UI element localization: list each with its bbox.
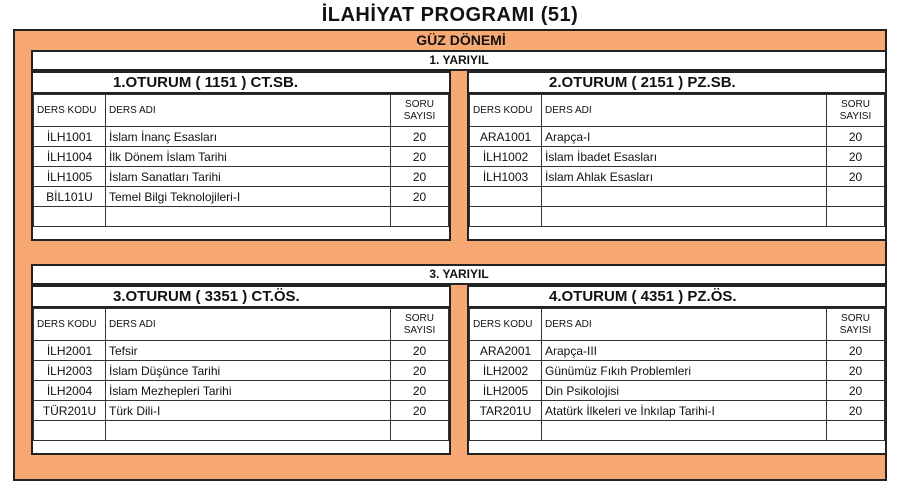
table-row [470, 341, 885, 361]
course-code: İLH2004 [34, 381, 106, 401]
course-name: İslam Ahlak Esasları [542, 167, 827, 187]
header-count-line2: SAYISI [839, 324, 872, 336]
table-row [470, 361, 885, 381]
header-count-line2: SAYISI [403, 324, 436, 336]
course-name: İslam İbadet Esasları [542, 147, 827, 167]
header-row [470, 95, 885, 127]
course-name: Arapça-III [542, 341, 827, 361]
header-code: DERS KODU [470, 95, 542, 127]
course-table [469, 308, 885, 441]
question-count: 20 [827, 381, 885, 401]
header-name: DERS ADI [106, 95, 391, 127]
course-code: İLH1001 [34, 127, 106, 147]
table-row [470, 381, 885, 401]
course-name: İslam Sanatları Tarihi [106, 167, 391, 187]
question-count: 20 [391, 147, 449, 167]
question-count: 20 [391, 167, 449, 187]
course-code [470, 421, 542, 441]
header-count-line2: SAYISI [403, 110, 436, 122]
course-table [469, 94, 885, 227]
course-code: İLH2003 [34, 361, 106, 381]
header-count [391, 95, 449, 127]
course-code [34, 421, 106, 441]
header-row [470, 309, 885, 341]
term-label: GÜZ DÖNEMİ [416, 32, 506, 48]
question-count: 20 [391, 187, 449, 207]
question-count [827, 421, 885, 441]
header-row [34, 95, 449, 127]
course-table [33, 308, 449, 441]
table-row [470, 127, 885, 147]
table-row [34, 187, 449, 207]
table-row [470, 147, 885, 167]
question-count: 20 [391, 381, 449, 401]
course-code: TÜR201U [34, 401, 106, 421]
course-table [33, 94, 449, 227]
course-name [106, 421, 391, 441]
header-name: DERS ADI [106, 309, 391, 341]
table-row [470, 421, 885, 441]
table-row [34, 207, 449, 227]
question-count: 20 [391, 341, 449, 361]
course-name [106, 207, 391, 227]
question-count [391, 421, 449, 441]
session-2 [467, 71, 887, 241]
course-name: Atatürk İlkeleri ve İnkılap Tarihi-I [542, 401, 827, 421]
table-row [34, 167, 449, 187]
course-code [34, 207, 106, 227]
course-code: İLH2002 [470, 361, 542, 381]
course-name: İslam Düşünce Tarihi [106, 361, 391, 381]
question-count: 20 [827, 341, 885, 361]
header-count-line2: SAYISI [839, 110, 872, 122]
session-1 [31, 71, 451, 241]
course-name: Temel Bilgi Teknolojileri-I [106, 187, 391, 207]
session-title: 2.OTURUM ( 2151 ) PZ.SB. [469, 73, 885, 94]
course-name [542, 421, 827, 441]
table-row [34, 421, 449, 441]
question-count: 20 [827, 147, 885, 167]
table-row [34, 147, 449, 167]
year-label-3: 3. YARIYIL [31, 264, 887, 285]
course-name: İslam İnanç Esasları [106, 127, 391, 147]
program-frame [13, 29, 887, 481]
header-count-line1: SORU [841, 98, 870, 110]
header-code: DERS KODU [470, 309, 542, 341]
header-count-line1: SORU [841, 312, 870, 324]
table-row [470, 187, 885, 207]
header-name: DERS ADI [542, 309, 827, 341]
course-name: Türk Dili-I [106, 401, 391, 421]
year-label-1: 1. YARIYIL [31, 50, 887, 71]
question-count: 20 [391, 127, 449, 147]
question-count: 20 [827, 127, 885, 147]
question-count: 20 [391, 401, 449, 421]
session-title: 1.OTURUM ( 1151 ) CT.SB. [33, 73, 449, 94]
session-title: 4.OTURUM ( 4351 ) PZ.ÖS. [469, 287, 885, 308]
table-row [470, 401, 885, 421]
header-count [391, 309, 449, 341]
course-name: İlk Dönem İslam Tarihi [106, 147, 391, 167]
course-name: Günümüz Fıkıh Problemleri [542, 361, 827, 381]
table-row [34, 341, 449, 361]
question-count [391, 207, 449, 227]
question-count: 20 [827, 401, 885, 421]
table-row [34, 381, 449, 401]
session-4 [467, 285, 887, 455]
header-count-line1: SORU [405, 98, 434, 110]
course-code: ARA1001 [470, 127, 542, 147]
header-count [827, 95, 885, 127]
question-count: 20 [827, 167, 885, 187]
course-code: İLH1003 [470, 167, 542, 187]
course-code: TAR201U [470, 401, 542, 421]
question-count: 20 [827, 361, 885, 381]
course-name: Arapça-I [542, 127, 827, 147]
question-count [827, 207, 885, 227]
course-code: İLH1002 [470, 147, 542, 167]
table-row [34, 361, 449, 381]
course-name [542, 207, 827, 227]
course-name: İslam Mezhepleri Tarihi [106, 381, 391, 401]
question-count: 20 [391, 361, 449, 381]
header-count [827, 309, 885, 341]
course-name [542, 187, 827, 207]
course-code: İLH1004 [34, 147, 106, 167]
header-code: DERS KODU [34, 95, 106, 127]
course-code: İLH1005 [34, 167, 106, 187]
table-row [34, 127, 449, 147]
table-row [470, 167, 885, 187]
course-code: İLH2005 [470, 381, 542, 401]
course-code [470, 207, 542, 227]
header-row [34, 309, 449, 341]
table-row [470, 207, 885, 227]
course-code: İLH2001 [34, 341, 106, 361]
course-name: Din Psikolojisi [542, 381, 827, 401]
session-3 [31, 285, 451, 455]
header-name: DERS ADI [542, 95, 827, 127]
page-title: İLAHİYAT PROGRAMI (51) [321, 4, 579, 26]
course-code: BİL101U [34, 187, 106, 207]
course-code [470, 187, 542, 207]
table-row [34, 401, 449, 421]
course-name: Tefsir [106, 341, 391, 361]
header-code: DERS KODU [34, 309, 106, 341]
question-count [827, 187, 885, 207]
course-code: ARA2001 [470, 341, 542, 361]
header-count-line1: SORU [405, 312, 434, 324]
session-title: 3.OTURUM ( 3351 ) CT.ÖS. [33, 287, 449, 308]
